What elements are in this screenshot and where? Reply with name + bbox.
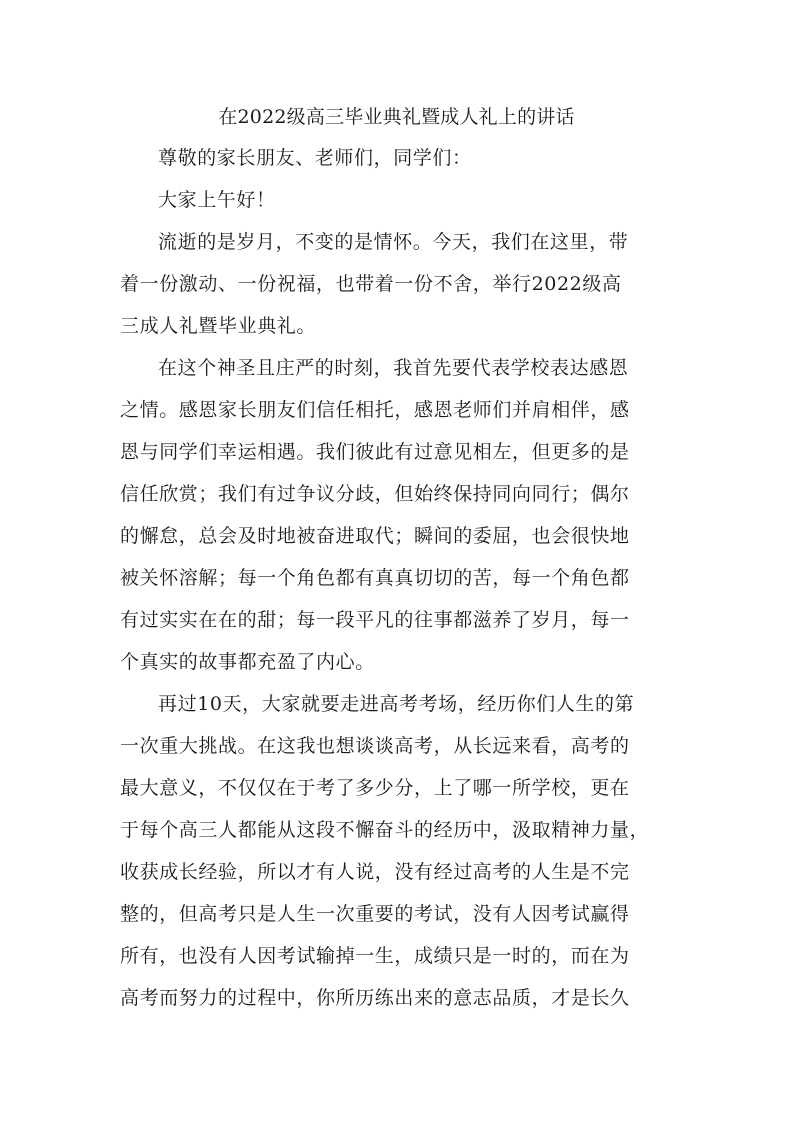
paragraph-line: 三成人礼暨毕业典礼。 bbox=[120, 315, 317, 337]
paragraph-line: 的懈怠，总会及时地被奋进取代；瞬间的委屈，也会很快地 bbox=[120, 525, 630, 547]
paragraph-line: 信任欣赏；我们有过争议分歧，但始终保持同向同行；偶尔 bbox=[120, 483, 630, 505]
paragraph-line: 着一份激动、一份祝福，也带着一份不舍，举行2022级高 bbox=[120, 273, 622, 295]
salutation-line: 尊敬的家长朋友、老师们，同学们： bbox=[158, 147, 472, 169]
paragraph-line: 一次重大挑战。在这我也想谈谈高考，从长远来看，高考的 bbox=[120, 735, 630, 757]
paragraph-line: 再过10天，大家就要走进高考考场，经历你们人生的第 bbox=[158, 693, 635, 715]
paragraph-line: 恩与同学们幸运相遇。我们彼此有过意见相左，但更多的是 bbox=[120, 441, 630, 463]
document-title: 在2022级高三毕业典礼暨成人礼上的讲话 bbox=[218, 106, 575, 128]
paragraph-line: 个真实的故事都充盈了内心。 bbox=[120, 651, 375, 673]
paragraph-line: 流逝的是岁月，不变的是情怀。今天，我们在这里，带 bbox=[158, 231, 629, 253]
paragraph-line: 收获成长经验，所以才有人说，没有经过高考的人生是不完 bbox=[120, 861, 630, 883]
paragraph-line: 被关怀溶解；每一个角色都有真真切切的苦，每一个角色都 bbox=[120, 567, 630, 589]
paragraph-line: 之情。感恩家长朋友们信任相托，感恩老师们并肩相伴，感 bbox=[120, 399, 630, 421]
paragraph-line: 所有，也没有人因考试输掉一生，成绩只是一时的，而在为 bbox=[120, 945, 630, 967]
paragraph-line: 高考而努力的过程中，你所历练出来的意志品质，才是长久 bbox=[120, 987, 630, 1009]
paragraph-line: 最大意义，不仅仅在于考了多少分，上了哪一所学校，更在 bbox=[120, 777, 630, 799]
paragraph-line: 在这个神圣且庄严的时刻，我首先要代表学校表达感恩 bbox=[158, 357, 629, 379]
paragraph-line: 整的，但高考只是人生一次重要的考试，没有人因考试赢得 bbox=[120, 903, 630, 925]
paragraph-line: 于每个高三人都能从这段不懈奋斗的经历中，汲取精神力量， bbox=[120, 819, 650, 841]
greeting-line: 大家上午好！ bbox=[158, 189, 276, 211]
paragraph-line: 有过实实在在的甜；每一段平凡的往事都滋养了岁月，每一 bbox=[120, 609, 630, 631]
